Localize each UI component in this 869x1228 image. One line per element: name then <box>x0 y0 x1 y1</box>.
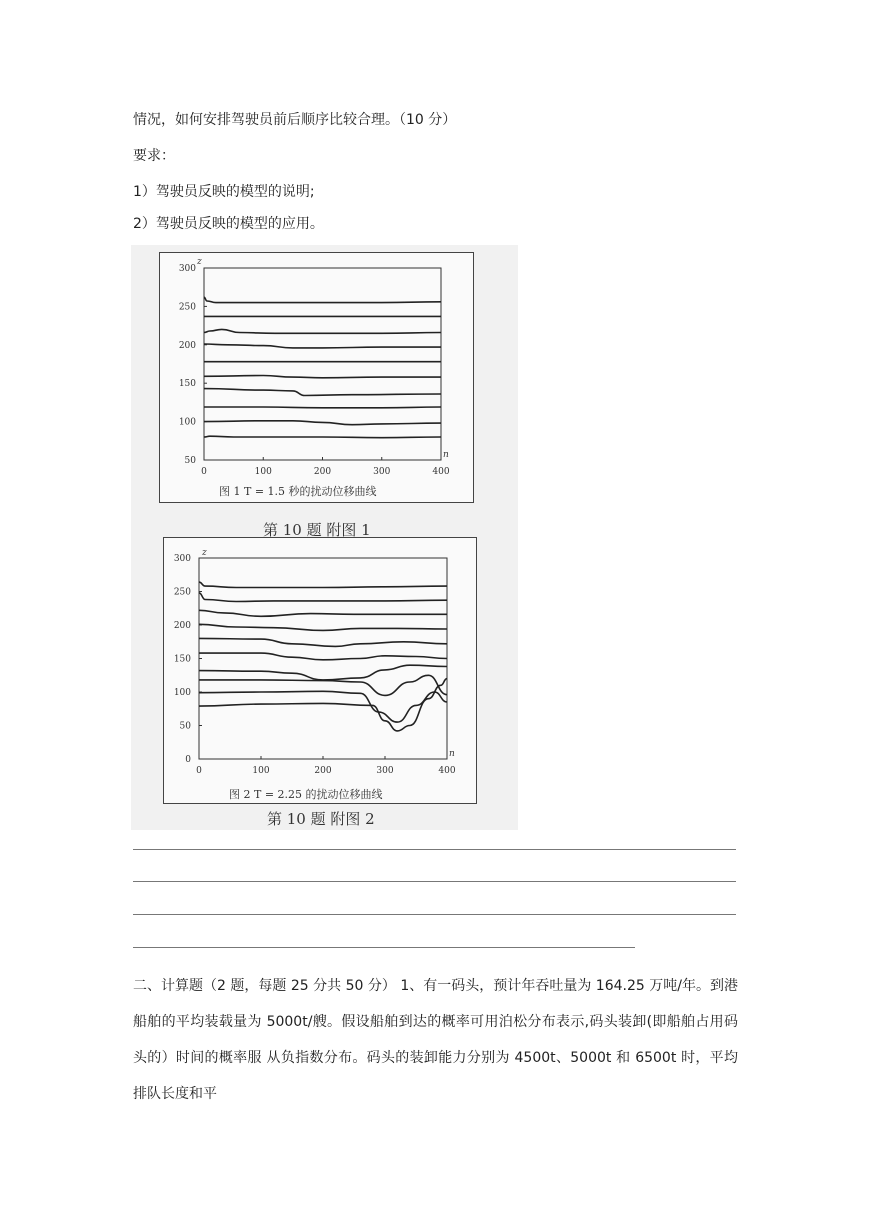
calculation-question-text: 二、计算题（2 题，每题 25 分共 50 分） 1、有一码头，预计年吞吐量为 164.25 万吨/年。到港船舶的平均装载量为 5000t/艘。假设船舶到达的概率可用泊松分布表示,码头装卸(即船舶占用码头的）时间的概率服 从负指数分布。码头的装卸能力分别为 4500t、5000t 和 6500t 时，平均排队长度和平 <box>133 978 738 1102</box>
series-line <box>199 638 447 646</box>
x-tick-label: 400 <box>438 766 456 776</box>
x-tick-label: 200 <box>314 766 332 776</box>
x-tick-label: 300 <box>373 467 391 477</box>
answer-line <box>133 881 736 882</box>
y-axis-label: z <box>197 257 202 267</box>
x-tick-label: 0 <box>196 766 202 776</box>
requirement-item-2: 2）驾驶员反映的模型的应用。 <box>133 216 324 232</box>
series-line <box>204 421 441 425</box>
series-line <box>199 653 447 660</box>
x-tick-label: 0 <box>201 467 207 477</box>
x-tick-label: 100 <box>254 467 272 477</box>
y-tick-label: 300 <box>178 264 196 274</box>
series-line <box>204 407 441 408</box>
answer-line <box>133 914 736 915</box>
x-axis-label: n <box>449 749 455 759</box>
series-line <box>199 593 447 602</box>
answer-line <box>133 947 635 948</box>
x-tick-label: 400 <box>432 467 450 477</box>
series-line <box>199 691 447 722</box>
series-line <box>204 329 441 333</box>
y-tick-label: 50 <box>184 456 196 466</box>
y-tick-label: 150 <box>178 379 196 390</box>
x-tick-label: 100 <box>252 766 270 776</box>
figure-1-title: 第 10 题 附图 1 <box>263 521 371 539</box>
series-line <box>199 624 447 630</box>
y-tick-label: 300 <box>173 554 191 564</box>
x-tick-label: 300 <box>376 766 394 776</box>
y-tick-label: 100 <box>173 688 191 698</box>
series-line <box>199 610 447 616</box>
question-text-line: 情况，如何安排驾驶员前后顺序比较合理。（10 分） <box>133 112 457 128</box>
series-line <box>199 679 447 731</box>
figure-2-title: 第 10 题 附图 2 <box>267 810 375 828</box>
y-tick-label: 100 <box>178 417 196 428</box>
figure-caption: 图 1 T = 1.5 秒的扰动位移曲线 <box>219 485 377 498</box>
y-tick-label: 250 <box>178 302 196 313</box>
y-tick-label: 50 <box>179 721 191 732</box>
series-line <box>204 376 441 378</box>
series-line <box>199 665 447 680</box>
series-line <box>204 436 441 438</box>
figure-caption: 图 2 T = 2.25 的扰动位移曲线 <box>229 788 383 801</box>
answer-line <box>133 849 736 850</box>
y-tick-label: 200 <box>178 340 196 351</box>
series-line <box>204 389 441 396</box>
series-line <box>204 297 441 302</box>
y-tick-label: 200 <box>173 621 191 631</box>
y-tick-label: 150 <box>173 654 191 665</box>
y-tick-label: 250 <box>173 587 191 598</box>
y-axis-label: z <box>202 548 207 558</box>
y-tick-label: 0 <box>185 755 191 765</box>
requirement-item-1: 1）驾驶员反映的模型的说明; <box>133 184 315 200</box>
plot-axes-box <box>204 268 441 460</box>
requirements-heading: 要求： <box>133 148 175 164</box>
x-tick-label: 200 <box>313 467 332 477</box>
x-axis-label: n <box>443 450 449 460</box>
series-line <box>204 344 441 348</box>
series-line <box>199 582 447 587</box>
